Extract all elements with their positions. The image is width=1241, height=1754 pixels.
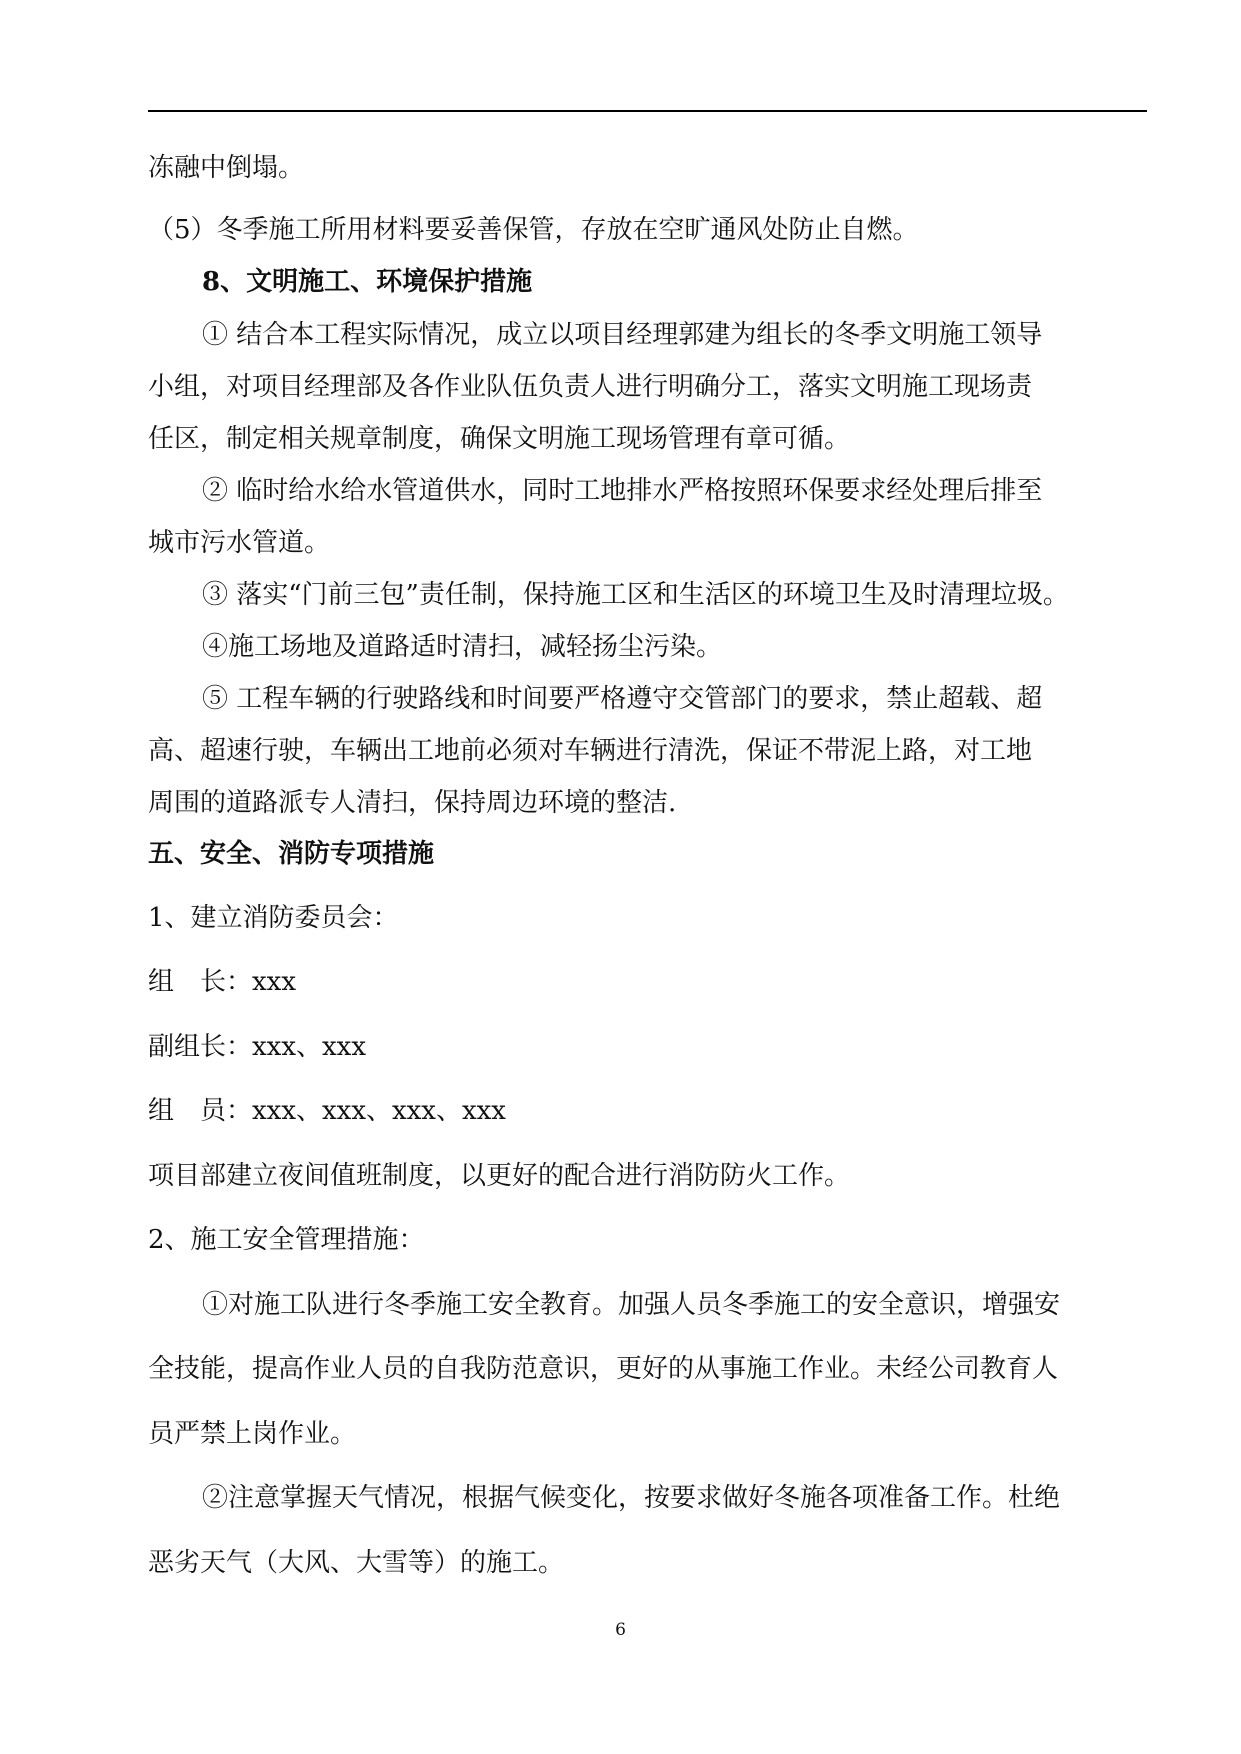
text-line: ④施工场地及道路适时清扫，减轻扬尘污染。: [202, 632, 723, 662]
text-line: ③ 落实“门前三包”责任制，保持施工区和生活区的环境卫生及时清理垃圾。: [202, 580, 1069, 610]
header-rule: [148, 110, 1147, 112]
text-line: 冻融中倒塌。: [148, 153, 305, 183]
text-line: 全技能，提高作业人员的自我防范意识，更好的从事施工作业。未经公司教育人: [148, 1354, 1059, 1384]
page-number: 6: [615, 1620, 626, 1640]
text-line: 城市污水管道。: [148, 528, 331, 558]
text-line: ①对施工队进行冬季施工安全教育。加强人员冬季施工的安全意识，增强安: [202, 1290, 1061, 1320]
section-heading: 8、文明施工、环境保护措施: [202, 267, 533, 297]
text-line: 副组长：xxx、xxx: [148, 1032, 366, 1062]
chapter-heading: 五、安全、消防专项措施: [148, 839, 435, 869]
text-line: 项目部建立夜间值班制度，以更好的配合进行消防防火工作。: [148, 1161, 851, 1191]
text-line: 任区，制定相关规章制度，确保文明施工现场管理有章可循。: [148, 424, 851, 454]
text-line: ② 临时给水给水管道供水，同时工地排水严格按照环保要求经处理后排至: [202, 476, 1043, 506]
text-line: 1、建立消防委员会：: [148, 903, 399, 933]
text-line: 组 长：xxx: [148, 967, 296, 997]
text-line: 组 员：xxx、xxx、xxx、xxx: [148, 1096, 506, 1126]
text-line: 2、施工安全管理措施：: [148, 1225, 425, 1255]
text-line: ②注意掌握天气情况，根据气候变化，按要求做好冬施各项准备工作。杜绝: [202, 1483, 1061, 1513]
text-line: 小组，对项目经理部及各作业队伍负责人进行明确分工，落实文明施工现场责: [148, 372, 1033, 402]
text-line: 恶劣天气（大风、大雪等）的施工。: [148, 1548, 565, 1578]
text-line: 高、超速行驶，车辆出工地前必须对车辆进行清洗，保证不带泥上路，对工地: [148, 736, 1033, 766]
text-line: ⑤ 工程车辆的行驶路线和时间要严格遵守交管部门的要求，禁止超载、超: [202, 684, 1043, 714]
text-line: 员严禁上岗作业。: [148, 1419, 357, 1449]
text-line: 周围的道路派专人清扫，保持周边环境的整洁.: [148, 788, 677, 818]
text-line: ① 结合本工程实际情况，成立以项目经理郭建为组长的冬季文明施工领导: [202, 320, 1043, 350]
text-line: （5）冬季施工所用材料要妥善保管，存放在空旷通风处防止自燃。: [148, 215, 919, 245]
